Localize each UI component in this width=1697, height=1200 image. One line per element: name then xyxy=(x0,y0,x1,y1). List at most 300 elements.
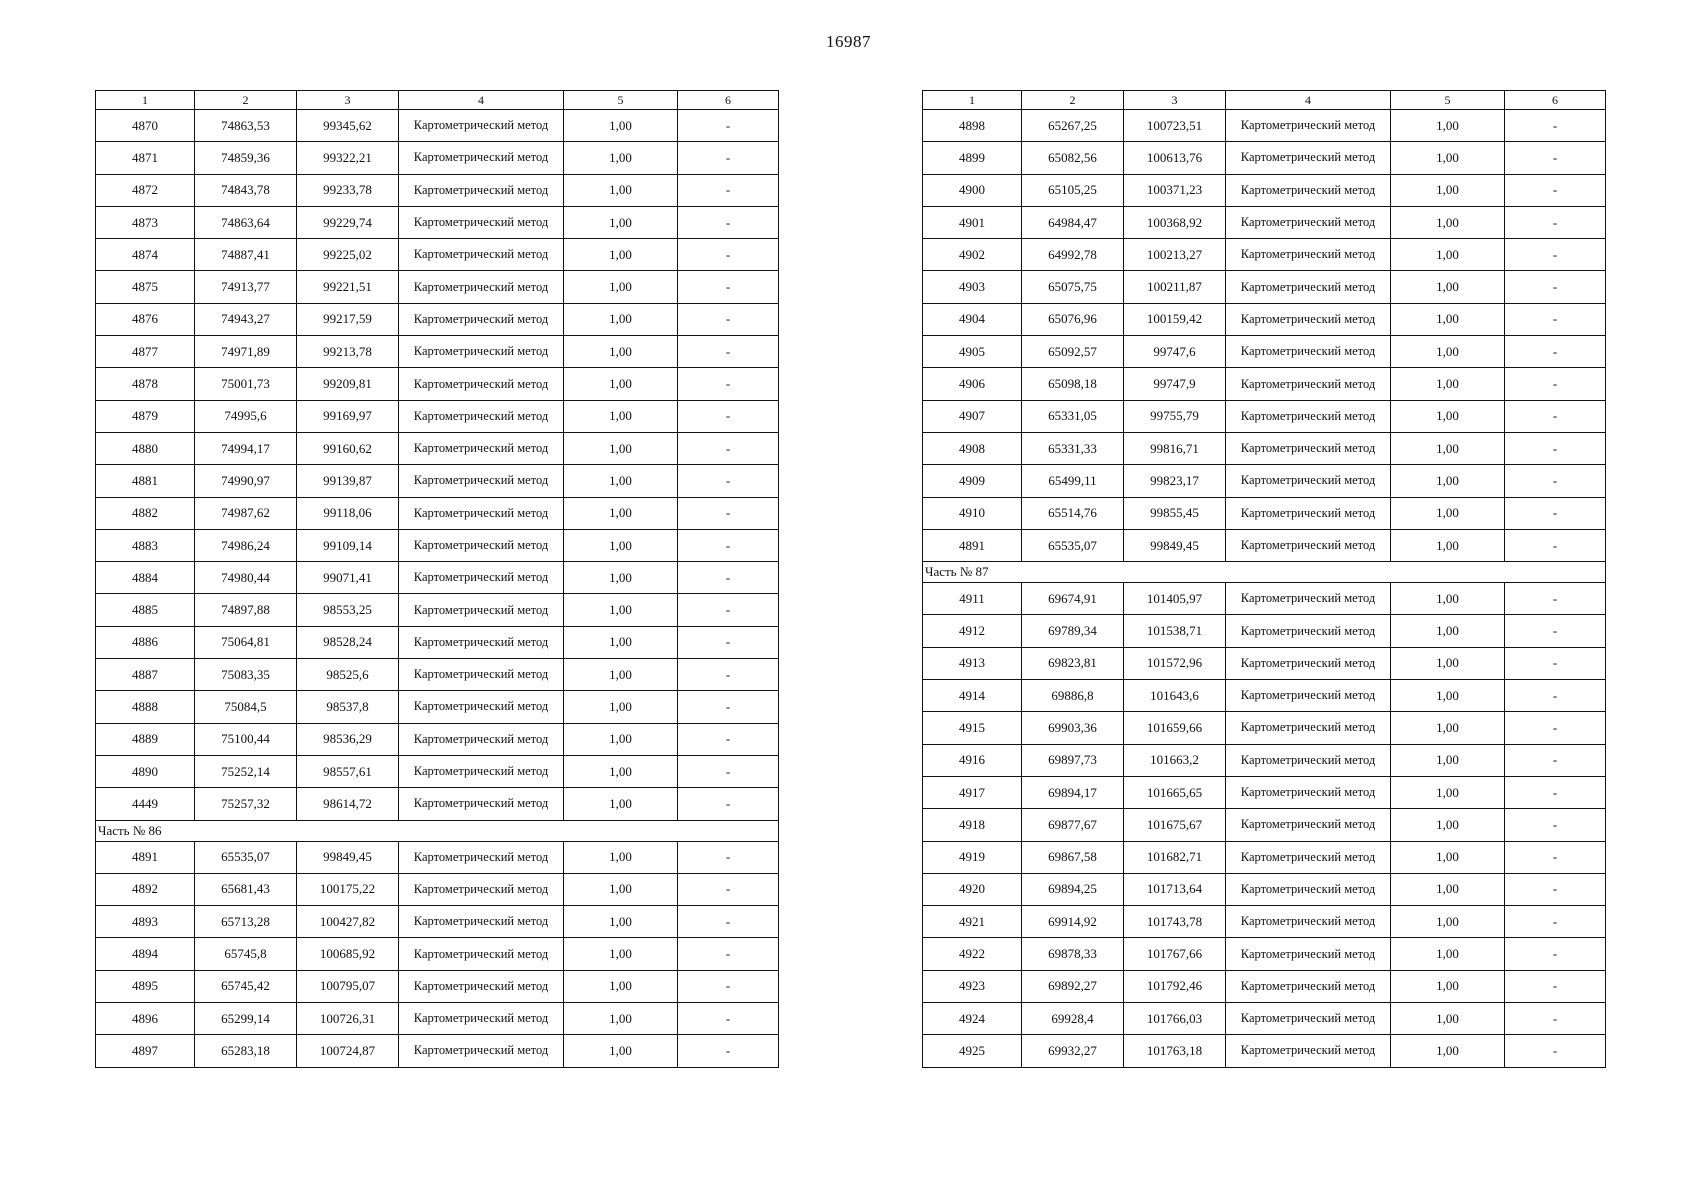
point-number-cell: 4902 xyxy=(923,239,1022,271)
table-row xyxy=(96,174,779,206)
y-coordinate-cell: 101766,03 xyxy=(1124,1003,1226,1035)
description-cell: - xyxy=(1505,529,1606,561)
x-coordinate-cell: 69674,91 xyxy=(1022,583,1124,615)
accuracy-cell: 1,00 xyxy=(1391,368,1505,400)
x-coordinate-cell: 69894,17 xyxy=(1022,776,1124,808)
description-cell: - xyxy=(1505,712,1606,744)
x-coordinate-cell: 65745,42 xyxy=(195,970,297,1002)
column-header: 5 xyxy=(564,91,678,110)
description-cell: - xyxy=(1505,647,1606,679)
y-coordinate-cell: 99139,87 xyxy=(297,465,399,497)
accuracy-cell: 1,00 xyxy=(564,303,678,335)
x-coordinate-cell: 64984,47 xyxy=(1022,206,1124,238)
page-number: 16987 xyxy=(826,32,871,51)
point-number-cell: 4890 xyxy=(96,755,195,787)
point-number-cell: 4882 xyxy=(96,497,195,529)
x-coordinate-cell: 75083,35 xyxy=(195,659,297,691)
x-coordinate-cell: 74980,44 xyxy=(195,562,297,594)
point-number-cell: 4879 xyxy=(96,400,195,432)
column-header: 6 xyxy=(1505,91,1606,110)
point-number-cell: 4918 xyxy=(923,809,1022,841)
method-cell: Картометрический метод xyxy=(1226,776,1391,808)
accuracy-cell: 1,00 xyxy=(1391,583,1505,615)
method-cell: Картометрический метод xyxy=(1226,271,1391,303)
point-number-cell: 4874 xyxy=(96,239,195,271)
table-row xyxy=(96,938,779,970)
accuracy-cell: 1,00 xyxy=(564,1035,678,1067)
description-cell: - xyxy=(678,432,779,464)
table-row xyxy=(923,712,1606,744)
method-cell: Картометрический метод xyxy=(399,723,564,755)
description-cell: - xyxy=(1505,970,1606,1002)
section-label: Часть № 87 xyxy=(923,562,1606,583)
point-number-cell: 4915 xyxy=(923,712,1022,744)
y-coordinate-cell: 100159,42 xyxy=(1124,303,1226,335)
accuracy-cell: 1,00 xyxy=(564,368,678,400)
table-row xyxy=(96,368,779,400)
x-coordinate-cell: 74913,77 xyxy=(195,271,297,303)
accuracy-cell: 1,00 xyxy=(564,142,678,174)
y-coordinate-cell: 99213,78 xyxy=(297,336,399,368)
method-cell: Картометрический метод xyxy=(399,432,564,464)
accuracy-cell: 1,00 xyxy=(1391,239,1505,271)
accuracy-cell: 1,00 xyxy=(564,873,678,905)
point-number-cell: 4908 xyxy=(923,432,1022,464)
method-cell: Картометрический метод xyxy=(1226,938,1391,970)
x-coordinate-cell: 74863,64 xyxy=(195,206,297,238)
table-row xyxy=(923,841,1606,873)
y-coordinate-cell: 100795,07 xyxy=(297,970,399,1002)
y-coordinate-cell: 100211,87 xyxy=(1124,271,1226,303)
y-coordinate-cell: 101663,2 xyxy=(1124,744,1226,776)
table-row xyxy=(923,110,1606,142)
y-coordinate-cell: 101792,46 xyxy=(1124,970,1226,1002)
y-coordinate-cell: 100371,23 xyxy=(1124,174,1226,206)
x-coordinate-cell: 69886,8 xyxy=(1022,680,1124,712)
point-number-cell: 4913 xyxy=(923,647,1022,679)
method-cell: Картометрический метод xyxy=(399,1035,564,1067)
table-row xyxy=(96,841,779,873)
y-coordinate-cell: 101538,71 xyxy=(1124,615,1226,647)
y-coordinate-cell: 100724,87 xyxy=(297,1035,399,1067)
point-number-cell: 4917 xyxy=(923,776,1022,808)
method-cell: Картометрический метод xyxy=(1226,400,1391,432)
description-cell: - xyxy=(1505,206,1606,238)
x-coordinate-cell: 74897,88 xyxy=(195,594,297,626)
y-coordinate-cell: 101572,96 xyxy=(1124,647,1226,679)
method-cell: Картометрический метод xyxy=(1226,465,1391,497)
section-row xyxy=(96,820,779,841)
x-coordinate-cell: 69903,36 xyxy=(1022,712,1124,744)
y-coordinate-cell: 100175,22 xyxy=(297,873,399,905)
accuracy-cell: 1,00 xyxy=(564,788,678,820)
table-row xyxy=(923,647,1606,679)
point-number-cell: 4901 xyxy=(923,206,1022,238)
accuracy-cell: 1,00 xyxy=(1391,497,1505,529)
description-cell: - xyxy=(678,788,779,820)
x-coordinate-cell: 74843,78 xyxy=(195,174,297,206)
accuracy-cell: 1,00 xyxy=(1391,400,1505,432)
x-coordinate-cell: 65499,11 xyxy=(1022,465,1124,497)
y-coordinate-cell: 98536,29 xyxy=(297,723,399,755)
y-coordinate-cell: 100726,31 xyxy=(297,1003,399,1035)
method-cell: Картометрический метод xyxy=(1226,368,1391,400)
accuracy-cell: 1,00 xyxy=(1391,174,1505,206)
y-coordinate-cell: 99209,81 xyxy=(297,368,399,400)
description-cell: - xyxy=(678,841,779,873)
description-cell: - xyxy=(678,562,779,594)
method-cell: Картометрический метод xyxy=(1226,432,1391,464)
y-coordinate-cell: 98553,25 xyxy=(297,594,399,626)
description-cell: - xyxy=(678,594,779,626)
y-coordinate-cell: 99221,51 xyxy=(297,271,399,303)
accuracy-cell: 1,00 xyxy=(564,465,678,497)
x-coordinate-cell: 65267,25 xyxy=(1022,110,1124,142)
table-row xyxy=(96,594,779,626)
accuracy-cell: 1,00 xyxy=(564,562,678,594)
method-cell: Картометрический метод xyxy=(1226,841,1391,873)
x-coordinate-cell: 65514,76 xyxy=(1022,497,1124,529)
point-number-cell: 4903 xyxy=(923,271,1022,303)
accuracy-cell: 1,00 xyxy=(564,239,678,271)
method-cell: Картометрический метод xyxy=(1226,239,1391,271)
table-row xyxy=(96,529,779,561)
description-cell: - xyxy=(678,497,779,529)
method-cell: Картометрический метод xyxy=(399,174,564,206)
method-cell: Картометрический метод xyxy=(1226,680,1391,712)
column-header: 4 xyxy=(399,91,564,110)
y-coordinate-cell: 101743,78 xyxy=(1124,906,1226,938)
accuracy-cell: 1,00 xyxy=(1391,110,1505,142)
method-cell: Картометрический метод xyxy=(399,594,564,626)
x-coordinate-cell: 65745,8 xyxy=(195,938,297,970)
x-coordinate-cell: 65535,07 xyxy=(1022,529,1124,561)
accuracy-cell: 1,00 xyxy=(1391,744,1505,776)
x-coordinate-cell: 69877,67 xyxy=(1022,809,1124,841)
point-number-cell: 4896 xyxy=(96,1003,195,1035)
y-coordinate-cell: 98614,72 xyxy=(297,788,399,820)
point-number-cell: 4876 xyxy=(96,303,195,335)
description-cell: - xyxy=(678,400,779,432)
description-cell: - xyxy=(678,206,779,238)
method-cell: Картометрический метод xyxy=(399,206,564,238)
table-row xyxy=(923,271,1606,303)
accuracy-cell: 1,00 xyxy=(564,336,678,368)
table-row xyxy=(96,336,779,368)
method-cell: Картометрический метод xyxy=(399,788,564,820)
description-cell: - xyxy=(678,906,779,938)
table-row xyxy=(923,1003,1606,1035)
accuracy-cell: 1,00 xyxy=(564,174,678,206)
description-cell: - xyxy=(1505,174,1606,206)
method-cell: Картометрический метод xyxy=(399,691,564,723)
point-number-cell: 4887 xyxy=(96,659,195,691)
x-coordinate-cell: 74990,97 xyxy=(195,465,297,497)
method-cell: Картометрический метод xyxy=(1226,744,1391,776)
x-coordinate-cell: 75064,81 xyxy=(195,626,297,658)
description-cell: - xyxy=(678,271,779,303)
point-number-cell: 4921 xyxy=(923,906,1022,938)
accuracy-cell: 1,00 xyxy=(564,723,678,755)
point-number-cell: 4871 xyxy=(96,142,195,174)
table-row xyxy=(923,529,1606,561)
description-cell: - xyxy=(678,174,779,206)
point-number-cell: 4883 xyxy=(96,529,195,561)
description-cell: - xyxy=(678,465,779,497)
method-cell: Картометрический метод xyxy=(399,1003,564,1035)
y-coordinate-cell: 99169,97 xyxy=(297,400,399,432)
method-cell: Картометрический метод xyxy=(399,562,564,594)
description-cell: - xyxy=(1505,239,1606,271)
y-coordinate-cell: 99755,79 xyxy=(1124,400,1226,432)
y-coordinate-cell: 99345,62 xyxy=(297,110,399,142)
accuracy-cell: 1,00 xyxy=(564,594,678,626)
method-cell: Картометрический метод xyxy=(1226,615,1391,647)
description-cell: - xyxy=(1505,615,1606,647)
description-cell: - xyxy=(678,626,779,658)
description-cell: - xyxy=(678,1003,779,1035)
point-number-cell: 4899 xyxy=(923,142,1022,174)
point-number-cell: 4904 xyxy=(923,303,1022,335)
x-coordinate-cell: 65299,14 xyxy=(195,1003,297,1035)
x-coordinate-cell: 69823,81 xyxy=(1022,647,1124,679)
method-cell: Картометрический метод xyxy=(399,400,564,432)
point-number-cell: 4873 xyxy=(96,206,195,238)
table-row xyxy=(96,110,779,142)
y-coordinate-cell: 100368,92 xyxy=(1124,206,1226,238)
table-row xyxy=(96,432,779,464)
method-cell: Картометрический метод xyxy=(1226,174,1391,206)
y-coordinate-cell: 99747,6 xyxy=(1124,336,1226,368)
table-row xyxy=(96,626,779,658)
x-coordinate-cell: 75001,73 xyxy=(195,368,297,400)
y-coordinate-cell: 99816,71 xyxy=(1124,432,1226,464)
description-cell: - xyxy=(678,873,779,905)
table-row xyxy=(923,239,1606,271)
description-cell: - xyxy=(1505,1003,1606,1035)
table-row xyxy=(96,142,779,174)
column-header: 5 xyxy=(1391,91,1505,110)
point-number-cell: 4912 xyxy=(923,615,1022,647)
method-cell: Картометрический метод xyxy=(399,906,564,938)
accuracy-cell: 1,00 xyxy=(1391,529,1505,561)
point-number-cell: 4449 xyxy=(96,788,195,820)
y-coordinate-cell: 101659,66 xyxy=(1124,712,1226,744)
table-row xyxy=(96,239,779,271)
table-row xyxy=(923,906,1606,938)
method-cell: Картометрический метод xyxy=(399,497,564,529)
x-coordinate-cell: 74971,89 xyxy=(195,336,297,368)
method-cell: Картометрический метод xyxy=(1226,1035,1391,1067)
x-coordinate-cell: 65076,96 xyxy=(1022,303,1124,335)
y-coordinate-cell: 99322,21 xyxy=(297,142,399,174)
method-cell: Картометрический метод xyxy=(1226,206,1391,238)
section-label: Часть № 86 xyxy=(96,820,779,841)
table-row xyxy=(923,938,1606,970)
method-cell: Картометрический метод xyxy=(1226,142,1391,174)
table-row xyxy=(923,206,1606,238)
description-cell: - xyxy=(1505,680,1606,712)
x-coordinate-cell: 74943,27 xyxy=(195,303,297,335)
accuracy-cell: 1,00 xyxy=(564,938,678,970)
x-coordinate-cell: 69892,27 xyxy=(1022,970,1124,1002)
method-cell: Картометрический метод xyxy=(399,303,564,335)
description-cell: - xyxy=(1505,906,1606,938)
table-row xyxy=(96,465,779,497)
y-coordinate-cell: 99217,59 xyxy=(297,303,399,335)
description-cell: - xyxy=(678,970,779,1002)
x-coordinate-cell: 64992,78 xyxy=(1022,239,1124,271)
method-cell: Картометрический метод xyxy=(399,970,564,1002)
y-coordinate-cell: 99747,9 xyxy=(1124,368,1226,400)
x-coordinate-cell: 65075,75 xyxy=(1022,271,1124,303)
point-number-cell: 4900 xyxy=(923,174,1022,206)
description-cell: - xyxy=(1505,465,1606,497)
point-number-cell: 4877 xyxy=(96,336,195,368)
description-cell: - xyxy=(1505,1035,1606,1067)
x-coordinate-cell: 65331,05 xyxy=(1022,400,1124,432)
y-coordinate-cell: 99849,45 xyxy=(1124,529,1226,561)
point-number-cell: 4898 xyxy=(923,110,1022,142)
accuracy-cell: 1,00 xyxy=(1391,615,1505,647)
point-number-cell: 4924 xyxy=(923,1003,1022,1035)
description-cell: - xyxy=(1505,938,1606,970)
description-cell: - xyxy=(678,336,779,368)
x-coordinate-cell: 74995,6 xyxy=(195,400,297,432)
x-coordinate-cell: 69932,27 xyxy=(1022,1035,1124,1067)
accuracy-cell: 1,00 xyxy=(1391,1003,1505,1035)
table-row xyxy=(96,691,779,723)
point-number-cell: 4922 xyxy=(923,938,1022,970)
x-coordinate-cell: 75100,44 xyxy=(195,723,297,755)
point-number-cell: 4870 xyxy=(96,110,195,142)
description-cell: - xyxy=(678,755,779,787)
method-cell: Картометрический метод xyxy=(1226,336,1391,368)
accuracy-cell: 1,00 xyxy=(1391,938,1505,970)
table-row xyxy=(923,1035,1606,1067)
point-number-cell: 4891 xyxy=(923,529,1022,561)
accuracy-cell: 1,00 xyxy=(564,400,678,432)
column-header: 2 xyxy=(195,91,297,110)
method-cell: Картометрический метод xyxy=(399,841,564,873)
method-cell: Картометрический метод xyxy=(1226,497,1391,529)
x-coordinate-cell: 69867,58 xyxy=(1022,841,1124,873)
point-number-cell: 4893 xyxy=(96,906,195,938)
accuracy-cell: 1,00 xyxy=(1391,841,1505,873)
x-coordinate-cell: 65098,18 xyxy=(1022,368,1124,400)
description-cell: - xyxy=(678,142,779,174)
table-row xyxy=(923,776,1606,808)
accuracy-cell: 1,00 xyxy=(564,691,678,723)
point-number-cell: 4925 xyxy=(923,1035,1022,1067)
description-cell: - xyxy=(1505,744,1606,776)
table-row xyxy=(923,432,1606,464)
description-cell: - xyxy=(1505,303,1606,335)
table-row xyxy=(96,873,779,905)
table-row xyxy=(96,723,779,755)
y-coordinate-cell: 99233,78 xyxy=(297,174,399,206)
description-cell: - xyxy=(678,239,779,271)
description-cell: - xyxy=(1505,776,1606,808)
column-header: 1 xyxy=(923,91,1022,110)
point-number-cell: 4920 xyxy=(923,873,1022,905)
method-cell: Картометрический метод xyxy=(399,938,564,970)
table-row xyxy=(923,809,1606,841)
y-coordinate-cell: 100613,76 xyxy=(1124,142,1226,174)
method-cell: Картометрический метод xyxy=(1226,529,1391,561)
method-cell: Картометрический метод xyxy=(1226,647,1391,679)
description-cell: - xyxy=(1505,271,1606,303)
description-cell: - xyxy=(1505,841,1606,873)
y-coordinate-cell: 101763,18 xyxy=(1124,1035,1226,1067)
point-number-cell: 4923 xyxy=(923,970,1022,1002)
method-cell: Картометрический метод xyxy=(399,336,564,368)
point-number-cell: 4888 xyxy=(96,691,195,723)
table-row xyxy=(96,562,779,594)
point-number-cell: 4914 xyxy=(923,680,1022,712)
y-coordinate-cell: 99229,74 xyxy=(297,206,399,238)
column-header: 6 xyxy=(678,91,779,110)
point-number-cell: 4886 xyxy=(96,626,195,658)
table-row xyxy=(923,400,1606,432)
accuracy-cell: 1,00 xyxy=(564,1003,678,1035)
table-row xyxy=(96,1003,779,1035)
description-cell: - xyxy=(678,1035,779,1067)
accuracy-cell: 1,00 xyxy=(1391,680,1505,712)
x-coordinate-cell: 69914,92 xyxy=(1022,906,1124,938)
x-coordinate-cell: 65092,57 xyxy=(1022,336,1124,368)
method-cell: Картометрический метод xyxy=(1226,1003,1391,1035)
y-coordinate-cell: 99071,41 xyxy=(297,562,399,594)
table-header-row xyxy=(923,91,1606,110)
x-coordinate-cell: 65535,07 xyxy=(195,841,297,873)
accuracy-cell: 1,00 xyxy=(1391,873,1505,905)
accuracy-cell: 1,00 xyxy=(564,432,678,464)
description-cell: - xyxy=(1505,336,1606,368)
y-coordinate-cell: 99855,45 xyxy=(1124,497,1226,529)
method-cell: Картометрический метод xyxy=(1226,970,1391,1002)
point-number-cell: 4881 xyxy=(96,465,195,497)
y-coordinate-cell: 100213,27 xyxy=(1124,239,1226,271)
table-row xyxy=(923,970,1606,1002)
method-cell: Картометрический метод xyxy=(399,239,564,271)
point-number-cell: 4905 xyxy=(923,336,1022,368)
y-coordinate-cell: 101767,66 xyxy=(1124,938,1226,970)
method-cell: Картометрический метод xyxy=(399,659,564,691)
table-row xyxy=(96,659,779,691)
description-cell: - xyxy=(678,723,779,755)
method-cell: Картометрический метод xyxy=(399,755,564,787)
y-coordinate-cell: 98557,61 xyxy=(297,755,399,787)
table-row xyxy=(96,303,779,335)
y-coordinate-cell: 98528,24 xyxy=(297,626,399,658)
accuracy-cell: 1,00 xyxy=(564,271,678,303)
point-number-cell: 4909 xyxy=(923,465,1022,497)
accuracy-cell: 1,00 xyxy=(564,206,678,238)
point-number-cell: 4910 xyxy=(923,497,1022,529)
description-cell: - xyxy=(1505,432,1606,464)
point-number-cell: 4907 xyxy=(923,400,1022,432)
method-cell: Картометрический метод xyxy=(1226,712,1391,744)
table-header-row xyxy=(96,91,779,110)
accuracy-cell: 1,00 xyxy=(1391,647,1505,679)
point-number-cell: 4906 xyxy=(923,368,1022,400)
description-cell: - xyxy=(678,691,779,723)
accuracy-cell: 1,00 xyxy=(1391,465,1505,497)
y-coordinate-cell: 101665,65 xyxy=(1124,776,1226,808)
point-number-cell: 4892 xyxy=(96,873,195,905)
point-number-cell: 4885 xyxy=(96,594,195,626)
